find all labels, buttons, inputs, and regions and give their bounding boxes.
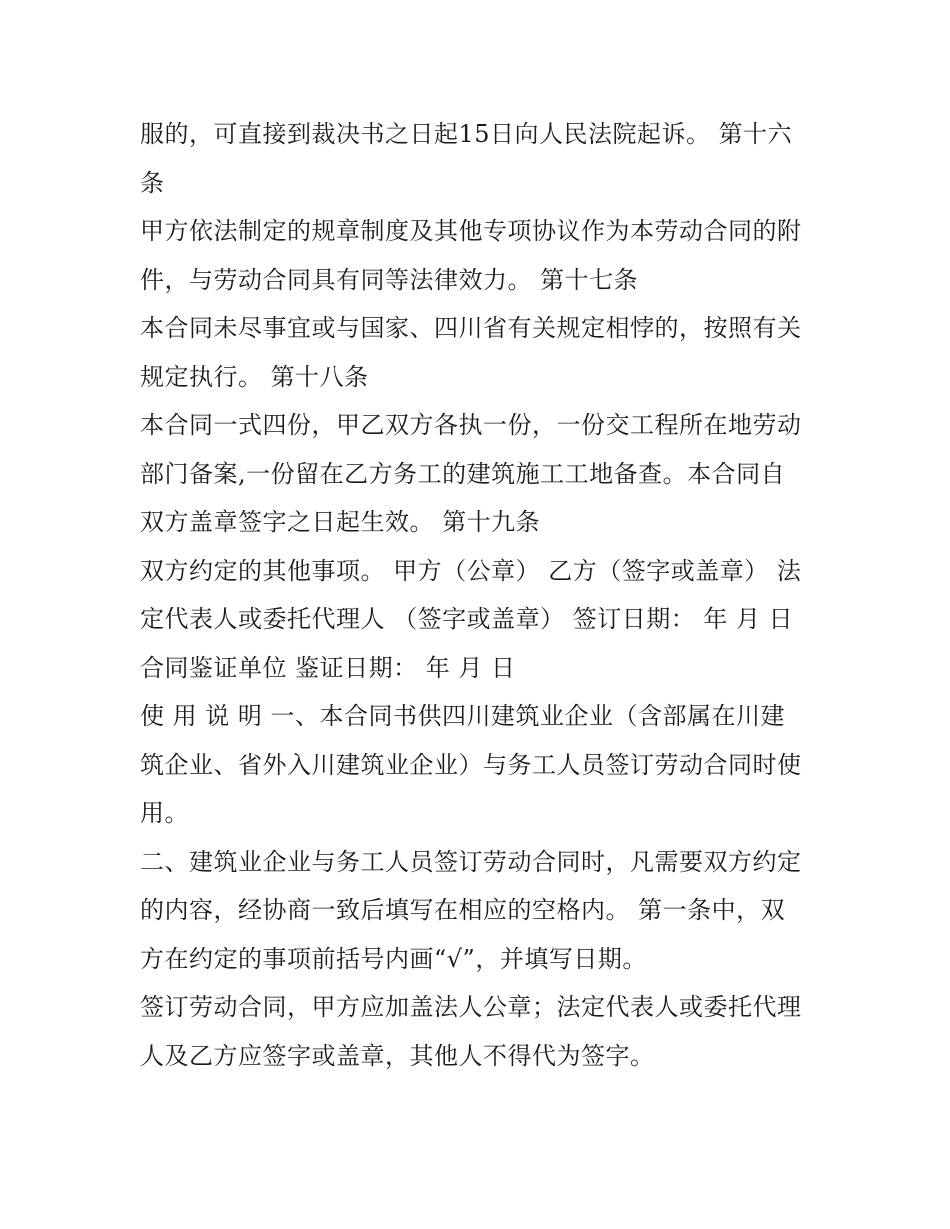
text-line: 甲方依法制定的规章制度及其他专项协议作为本劳动合同的附 (140, 217, 802, 245)
text-line: 筑企业、省外入川建筑业企业）与务工人员签订劳动合同时使 (140, 750, 802, 779)
text-line: 服的，可直接到裁决书之日起15日向人民法院起诉。 第十六 (140, 120, 793, 148)
text-line: 用。 (140, 799, 189, 827)
text-line: 件，与劳动合同具有同等法律效力。 第十七条 (140, 265, 639, 294)
text-line: 部门备案,一份留在乙方务工的建筑施工工地备查。本合同自 (140, 459, 786, 488)
text-line: 条 (140, 168, 165, 197)
text-line: 使 用 说 明 一、本合同书供四川建筑业企业（含部属在川建 (140, 702, 786, 730)
text-line: 定代表人或委托代理人 （签字或盖章） 签订日期： 年 月 日 (140, 605, 794, 633)
text-line: 人及乙方应签字或盖章，其他人不得代为签字。 (140, 1041, 655, 1070)
text-line: 签订劳动合同，甲方应加盖法人公章；法定代表人或委托代理 (140, 993, 802, 1021)
text-line: 合同鉴证单位 鉴证日期： 年 月 日 (140, 653, 516, 682)
text-line: 方在约定的事项前括号内画“√”，并填写日期。 (140, 944, 647, 973)
document-body (140, 110, 820, 1080)
text-line: 本合同一式四份，甲乙双方各执一份，一份交工程所在地劳动 (140, 411, 802, 439)
text-line: 的内容，经协商一致后填写在相应的空格内。 第一条中，双 (140, 896, 786, 924)
text-line: 双方约定的其他事项。 甲方（公章） 乙方（签字或盖章） 法 (140, 556, 802, 585)
text-line: 双方盖章签字之日起生效。 第十九条 (140, 508, 541, 536)
text-line: 规定执行。 第十八条 (140, 362, 369, 391)
text-line: 本合同未尽事宜或与国家、四川省有关规定相悖的，按照有关 (140, 314, 802, 342)
text-line: 二、建筑业企业与务工人员签订劳动合同时，凡需要双方约定 (140, 847, 802, 876)
